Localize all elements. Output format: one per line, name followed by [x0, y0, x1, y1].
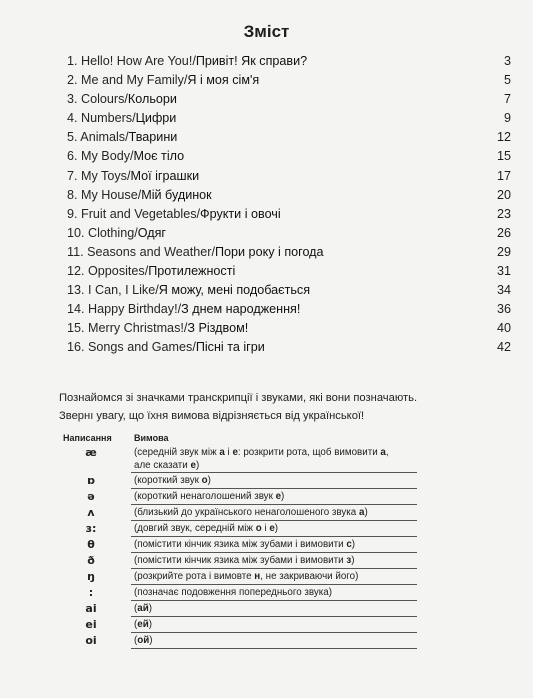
- legend-row: [63, 505, 503, 521]
- toc-entry: [67, 338, 513, 357]
- toc-entry: [67, 224, 513, 243]
- toc-entry: [67, 262, 513, 281]
- toc-entry-ukrainian: З днем народження!: [181, 302, 301, 317]
- toc-entry-page-number: 26: [496, 225, 511, 240]
- toc-entry-english: 16. Songs and Games/: [67, 340, 196, 355]
- legend-row: [63, 537, 503, 553]
- toc-entry-english: 8. My House/: [67, 187, 142, 202]
- toc-entry-english: 2. Me and My Family/: [67, 73, 188, 88]
- toc-entry-page-number: 15: [496, 149, 511, 164]
- legend-row: [63, 445, 503, 473]
- pronunciation-description: (помістити кінчик язика між зубами і вимовити с): [134, 539, 356, 550]
- legend-header: [63, 429, 503, 445]
- toc-entry-english: 14. Happy Birthday!/: [67, 302, 182, 317]
- toc-entry-english: 6. My Body/: [67, 149, 134, 164]
- legend-row: [63, 473, 503, 489]
- toc-entry-ukrainian: Одяг: [137, 225, 166, 240]
- pronunciation-description: (середній звук між а і е: розкрити рота, щоб вимовити а, але сказати е): [134, 447, 389, 471]
- legend-row: [63, 521, 503, 537]
- column-header-pronunciation: Вимова: [134, 433, 169, 443]
- toc-entry-ukrainian: Пори року і погода: [214, 244, 324, 259]
- legend-row: [63, 553, 503, 569]
- toc-entry-ukrainian: Протилежності: [148, 264, 236, 279]
- pronunciation-description: (ей): [134, 619, 153, 630]
- transcription-symbol: oi: [85, 634, 97, 647]
- toc-entry-page-number: 20: [496, 187, 511, 202]
- intro-text: [59, 389, 519, 425]
- toc-entry: [67, 128, 513, 147]
- pronunciation-description: (ай): [134, 603, 153, 614]
- toc-entry: [67, 186, 513, 205]
- toc-entry-ukrainian: Тварини: [128, 130, 178, 145]
- toc-entry-ukrainian: Кольори: [127, 92, 177, 107]
- toc-entry-page-number: 23: [496, 206, 511, 221]
- toc-entry-english: 1. Hello! How Are You!/: [67, 54, 196, 68]
- transcription-legend: [63, 429, 503, 649]
- toc-entry-english: 12. Opposites/: [67, 264, 149, 279]
- pronunciation-description: (близький до українського ненаголошеного звука а): [134, 507, 368, 518]
- toc-entry-english: 5. Animals/: [67, 130, 129, 145]
- table-of-contents: [67, 52, 513, 358]
- toc-entry: [67, 90, 513, 109]
- toc-entry: [67, 205, 513, 224]
- intro-line-1: Познайомся зі значками транскрипції і звуками, які вони позначають.: [59, 392, 418, 404]
- toc-entry-page-number: 31: [496, 264, 511, 279]
- legend-row: [63, 601, 503, 617]
- intro-line-2: Звернı увагу, що їхня вимова відрізняється від української!: [59, 410, 365, 422]
- transcription-symbol: з:: [85, 522, 97, 535]
- pronunciation-description: (помістити кінчик язика між зубами і вимовити з): [134, 555, 355, 566]
- toc-entry: [67, 243, 513, 262]
- transcription-symbol: ʌ: [87, 506, 95, 519]
- transcription-symbol: ei: [85, 618, 97, 631]
- toc-entry-english: 15. Merry Christmas!/: [67, 321, 188, 336]
- toc-entry-page-number: 5: [503, 73, 511, 88]
- toc-entry-page-number: 34: [496, 283, 511, 298]
- toc-entry-page-number: 36: [496, 302, 511, 317]
- toc-entry-page-number: 17: [496, 168, 511, 183]
- legend-row: [63, 569, 503, 585]
- toc-entry: [67, 147, 513, 166]
- toc-entry-english: 10. Clothing/: [67, 225, 138, 240]
- toc-entry-page-number: 29: [496, 244, 511, 259]
- toc-entry-english: 4. Numbers/: [67, 111, 136, 126]
- toc-entry-english: 7. My Toys/: [67, 168, 131, 183]
- toc-entry-ukrainian: З Різдвом!: [187, 321, 249, 336]
- pronunciation-description: (довгий звук, середній між о і е): [134, 523, 279, 534]
- legend-row: [63, 489, 503, 505]
- pronunciation-description: (короткий ненаголошений звук е): [134, 491, 285, 502]
- pronunciation-description: (короткий звук о): [134, 475, 211, 486]
- transcription-symbol: :: [88, 586, 94, 599]
- toc-entry-page-number: 7: [503, 92, 511, 107]
- toc-entry: [67, 319, 513, 338]
- transcription-symbol: æ: [85, 446, 97, 459]
- legend-row: [63, 617, 503, 633]
- toc-entry-english: 13. I Can, I Like/: [67, 283, 159, 298]
- toc-entry: [67, 281, 513, 300]
- transcription-symbol: θ: [87, 538, 95, 551]
- toc-entry-ukrainian: Цифри: [135, 111, 177, 126]
- toc-entry: [67, 167, 513, 186]
- toc-entry-ukrainian: Я і моя сім'я: [187, 73, 260, 88]
- toc-entry: [67, 52, 513, 71]
- legend-rows: [63, 445, 503, 649]
- transcription-symbol: ai: [85, 602, 97, 615]
- toc-entry-page-number: 3: [503, 54, 511, 68]
- pronunciation-description: (ой): [134, 635, 153, 646]
- toc-entry-page-number: 40: [496, 321, 511, 336]
- toc-entry-page-number: 42: [496, 340, 511, 355]
- toc-entry-ukrainian: Моє тіло: [133, 149, 185, 164]
- toc-entry-ukrainian: Пісні та ігри: [195, 340, 265, 355]
- toc-entry-ukrainian: Привіт! Як справи?: [195, 54, 308, 68]
- toc-entry-ukrainian: Мої іграшки: [130, 168, 200, 183]
- legend-row: [63, 585, 503, 601]
- row-underline: [131, 648, 417, 649]
- toc-entry-ukrainian: Мій будинок: [141, 187, 212, 202]
- pronunciation-description: (позначає подовження попереднього звука): [134, 587, 332, 598]
- toc-entry-english: 11. Seasons and Weather/: [67, 244, 215, 259]
- toc-entry: [67, 71, 513, 90]
- transcription-symbol: ð: [87, 554, 95, 567]
- transcription-symbol: ɒ: [87, 474, 95, 487]
- legend-row: [63, 633, 503, 649]
- transcription-symbol: ə: [87, 490, 95, 503]
- toc-entry-ukrainian: Я можу, мені подобається: [158, 283, 311, 298]
- toc-entry-english: 3. Colours/: [67, 92, 128, 107]
- toc-entry-page-number: 9: [503, 111, 511, 126]
- toc-entry: [67, 300, 513, 319]
- pronunciation-description: (розкрийте рота і вимовте н, не закриваючи його): [134, 571, 359, 582]
- toc-entry-ukrainian: Фрукти і овочі: [200, 206, 281, 221]
- toc-entry-page-number: 12: [496, 130, 511, 145]
- column-header-spelling: Написання: [63, 433, 112, 443]
- toc-entry: [67, 109, 513, 128]
- transcription-symbol: ŋ: [87, 570, 95, 583]
- toc-entry-english: 9. Fruit and Vegetables/: [67, 206, 201, 221]
- page-title: Зміст: [243, 22, 290, 41]
